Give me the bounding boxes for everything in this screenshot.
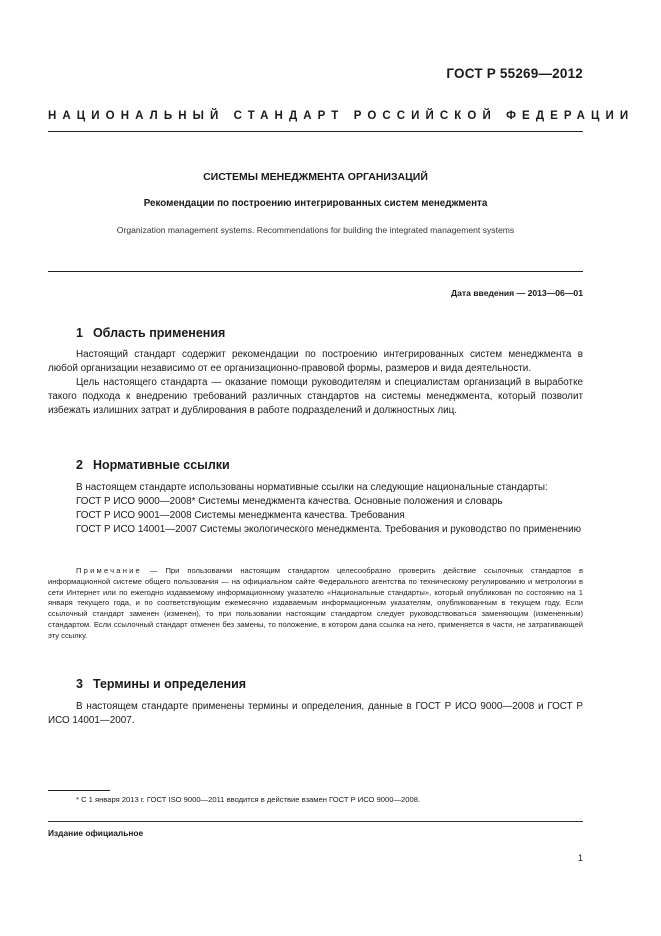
section-1-heading [76,326,225,340]
paragraph: Цель настоящего стандарта — оказание помощи руководителям и специалистам организаций в выработке такого подхода к внедрению требований различных стандартов на системы менеджмента, который позволит избежать излишних затрат и дублирования в работе подразделений и должностных лиц. [48,377,583,417]
note-label: Примечание [76,566,142,575]
national-standard-heading: НАЦИОНАЛЬНЫЙ СТАНДАРТ РОССИЙСКОЙ ФЕДЕРАЦИИ [48,110,635,122]
footnote: * С 1 января 2013 г. ГОСТ ISO 9000—2011 вводится в действие взамен ГОСТ Р ИСО 9000—2008. [76,795,421,804]
section-title: Область применения [92,326,226,340]
official-edition-label: Издание официальное [48,828,144,838]
paragraph: Настоящий стандарт содержит рекомендации по построению интегрированных систем менеджмента в любой организации независимо от ее организационно-правовой формы, размеров и вида деятельности. [48,349,583,375]
introduction-date: Дата введения — 2013—06—01 [450,288,583,298]
page-number: 1 [577,853,583,863]
section-title: Термины и определения [92,677,247,691]
section-1-body [48,348,583,418]
header-rule [48,131,583,132]
paragraph: В настоящем стандарте использованы нормативные ссылки на следующие национальные стандарты: [76,482,548,493]
document-subtitle: Рекомендации по построению интегрированных систем менеджмента [143,198,488,209]
section-3-heading [76,677,246,691]
section-3-body [48,700,583,728]
footer-rule [48,821,583,822]
section-2-note [48,566,583,642]
section-number: 1 [76,326,83,340]
paragraph: В настоящем стандарте применены термины и определения, данные в ГОСТ Р ИСО 9000—2008 и ГОСТ Р ИСО 14001—2007. [48,701,583,727]
document-title: СИСТЕМЫ МЕНЕДЖМЕНТА ОРГАНИЗАЦИЙ [203,171,428,183]
english-title: Organization management systems. Recommendations for building the integrated management systems [116,225,515,235]
reference-item: ГОСТ Р ИСО 9001—2008 Системы менеджмента качества. Требования [76,510,405,522]
section-number: 3 [76,677,83,691]
section-2-heading [76,458,230,472]
reference-item: ГОСТ Р ИСО 14001—2007 Системы экологического менеджмента. Требования и руководство по применению [76,524,582,536]
footnote-separator [48,790,110,791]
section-number: 2 [76,458,83,472]
section-2-body [48,481,583,537]
title-rule [48,271,583,272]
standard-code: ГОСТ Р 55269—2012 [446,66,583,81]
reference-item: ГОСТ Р ИСО 9000—2008* Системы менеджмента качества. Основные положения и словарь [76,496,503,508]
section-title: Нормативные ссылки [92,458,230,472]
note-text: — При пользовании настоящим стандартом целесообразно проверить действие ссылочных стандартов в информационной системе общего пользования — на официальном сайте Федерального агентства по техническому регулированию и метрологии в сети Интернет или по ежегодно издаваемому информационному указателю «Национальные стандарты», который опубликован по состоянию на 1 января текущего года, и по соответствующим ежемесячно издаваемым информационным указателям, опубликованным в текущем году. Если ссылочный стандарт заменен (изменен), то при пользовании настоящим стандартом следует руководствоваться заменяющим (измененным) стандартом. Если ссылочный стандарт отменен без замены, то положение, в котором дана ссылка на него, применяется в части, не затрагивающей эту ссылку. [48,566,583,640]
